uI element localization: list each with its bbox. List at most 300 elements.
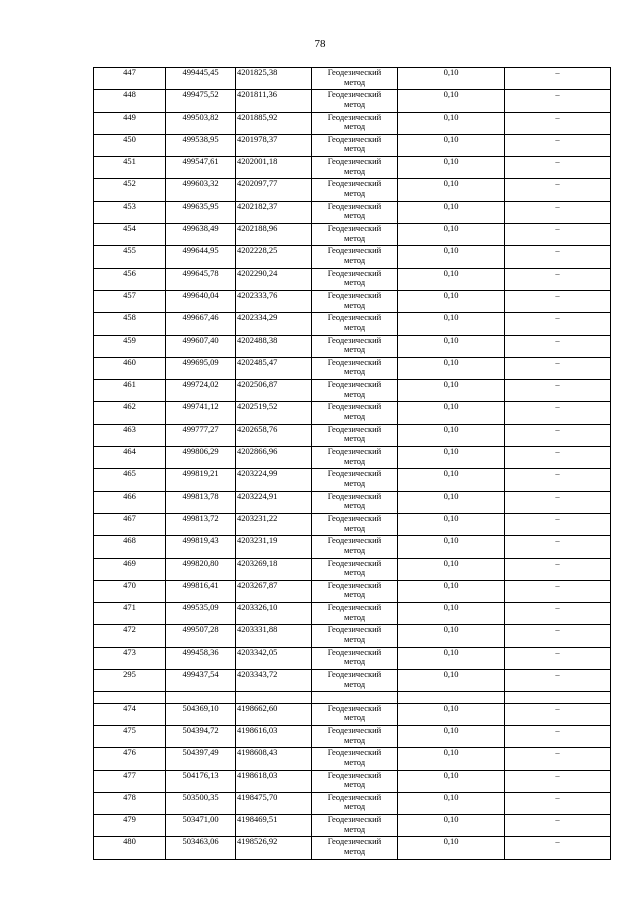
y-coordinate-cell: 4202506,87 (236, 380, 312, 402)
y-coordinate-cell: 4203231,19 (236, 536, 312, 558)
x-coordinate-cell: 503471,00 (166, 815, 236, 837)
accuracy-cell: 0,10 (398, 290, 505, 312)
method-line: Геодезический (327, 491, 382, 501)
x-coordinate-cell: 499819,21 (166, 469, 236, 491)
accuracy-cell: 0,10 (398, 268, 505, 290)
point-number-cell: 451 (94, 157, 166, 179)
table-row (94, 536, 611, 558)
point-number-cell: 295 (94, 670, 166, 692)
method-line: Геодезический (327, 446, 382, 457)
method-cell (312, 770, 398, 792)
x-coordinate-cell: 499507,28 (166, 625, 236, 647)
table-row (94, 335, 611, 357)
point-number-cell: 468 (94, 536, 166, 558)
method-line: Геодезический (327, 468, 382, 479)
method-line: метод (343, 210, 366, 221)
y-coordinate-cell: 4202188,96 (236, 224, 312, 246)
y-coordinate-cell: 4202001,18 (236, 157, 312, 179)
x-coordinate-cell: 499777,27 (166, 424, 236, 446)
x-coordinate-cell: 499503,82 (166, 112, 236, 134)
method-line: метод (343, 522, 366, 533)
point-number-cell: 461 (94, 380, 166, 402)
x-coordinate-cell: 499813,72 (166, 513, 236, 535)
method-line: Геодезический (327, 770, 382, 780)
accuracy-cell: 0,10 (398, 424, 505, 446)
table-row (94, 726, 611, 748)
method-line: Геодезический (327, 401, 382, 412)
point-number-cell: 475 (94, 726, 166, 748)
note-cell: – (505, 513, 611, 535)
accuracy-cell: 0,10 (398, 179, 505, 201)
y-coordinate-cell: 4198616,03 (236, 726, 312, 748)
method-line: метод (343, 589, 366, 600)
method-cell (312, 224, 398, 246)
accuracy-cell: 0,10 (398, 68, 505, 90)
x-coordinate-cell: 499437,54 (166, 670, 236, 692)
x-coordinate-cell: 499695,09 (166, 357, 236, 379)
x-coordinate-cell: 499538,95 (166, 134, 236, 156)
accuracy-cell: 0,10 (398, 357, 505, 379)
method-line: Геодезический (327, 89, 382, 100)
method-line: метод (343, 455, 366, 466)
method-line: метод (343, 388, 366, 399)
method-cell (312, 402, 398, 424)
x-coordinate-cell: 499813,78 (166, 491, 236, 513)
y-coordinate-cell: 4202519,52 (236, 402, 312, 424)
method-line: Геодезический (327, 335, 382, 345)
point-number-cell: 479 (94, 815, 166, 837)
note-cell: – (505, 703, 611, 725)
method-cell (312, 815, 398, 837)
note-cell: – (505, 670, 611, 692)
coordinates-table (93, 67, 611, 860)
method-line: Геодезический (327, 112, 382, 122)
method-line: метод (343, 823, 366, 834)
point-number-cell: 465 (94, 469, 166, 491)
y-coordinate-cell: 4203342,05 (236, 647, 312, 669)
method-cell (312, 424, 398, 446)
method-line: метод (343, 344, 366, 355)
note-cell: – (505, 357, 611, 379)
y-coordinate-cell: 4203224,91 (236, 491, 312, 513)
point-number-cell: 450 (94, 134, 166, 156)
x-coordinate-cell: 503500,35 (166, 792, 236, 814)
note-cell: – (505, 558, 611, 580)
x-coordinate-cell: 499644,95 (166, 246, 236, 268)
point-number-cell: 478 (94, 792, 166, 814)
blank-cell (505, 692, 611, 703)
point-number-cell: 470 (94, 580, 166, 602)
y-coordinate-cell: 4202485,47 (236, 357, 312, 379)
note-cell: – (505, 90, 611, 112)
method-line: Геодезический (327, 669, 382, 680)
method-cell (312, 536, 398, 558)
table-row (94, 424, 611, 446)
table-row (94, 748, 611, 770)
table-row (94, 157, 611, 179)
method-line: Геодезический (327, 580, 382, 590)
y-coordinate-cell: 4202290,24 (236, 268, 312, 290)
table-row (94, 268, 611, 290)
table-row (94, 491, 611, 513)
y-coordinate-cell: 4202334,29 (236, 313, 312, 335)
method-line: Геодезический (327, 703, 382, 713)
point-number-cell: 476 (94, 748, 166, 770)
note-cell: – (505, 134, 611, 156)
table-row (94, 580, 611, 602)
point-number-cell: 458 (94, 313, 166, 335)
method-line: метод (343, 712, 366, 723)
method-line: метод (343, 500, 366, 511)
method-line: метод (343, 121, 366, 132)
note-cell: – (505, 68, 611, 90)
note-cell: – (505, 201, 611, 223)
method-line: метод (343, 277, 366, 288)
accuracy-cell: 0,10 (398, 726, 505, 748)
table-row (94, 402, 611, 424)
method-line: Геодезический (327, 747, 382, 758)
x-coordinate-cell: 504397,49 (166, 748, 236, 770)
method-cell (312, 68, 398, 90)
point-number-cell: 474 (94, 703, 166, 725)
accuracy-cell: 0,10 (398, 447, 505, 469)
y-coordinate-cell: 4202658,76 (236, 424, 312, 446)
accuracy-cell: 0,10 (398, 670, 505, 692)
method-line: метод (343, 477, 366, 488)
note-cell: – (505, 536, 611, 558)
method-line: метод (343, 656, 366, 667)
blank-cell (312, 692, 398, 703)
x-coordinate-cell: 499816,41 (166, 580, 236, 602)
table-row (94, 603, 611, 625)
method-line: Геодезический (327, 836, 382, 847)
method-line: Геодезический (327, 725, 382, 735)
note-cell: – (505, 268, 611, 290)
accuracy-cell: 0,10 (398, 792, 505, 814)
table-row (94, 770, 611, 792)
y-coordinate-cell: 4203343,72 (236, 670, 312, 692)
x-coordinate-cell: 499458,36 (166, 647, 236, 669)
method-cell (312, 647, 398, 669)
y-coordinate-cell: 4202333,76 (236, 290, 312, 312)
point-number-cell: 472 (94, 625, 166, 647)
method-line: Геодезический (327, 624, 382, 635)
method-cell (312, 157, 398, 179)
method-line: метод (343, 756, 366, 767)
method-cell (312, 837, 398, 859)
y-coordinate-cell: 4202866,96 (236, 447, 312, 469)
point-number-cell: 463 (94, 424, 166, 446)
point-number-cell: 448 (94, 90, 166, 112)
note-cell: – (505, 792, 611, 814)
y-coordinate-cell: 4203331,88 (236, 625, 312, 647)
point-number-cell: 477 (94, 770, 166, 792)
y-coordinate-cell: 4203269,18 (236, 558, 312, 580)
point-number-cell: 453 (94, 201, 166, 223)
method-line: Геодезический (327, 424, 382, 434)
table-row (94, 513, 611, 535)
method-line: Геодезический (327, 67, 382, 77)
accuracy-cell: 0,10 (398, 402, 505, 424)
y-coordinate-cell: 4198469,51 (236, 815, 312, 837)
y-coordinate-cell: 4201811,36 (236, 90, 312, 112)
method-cell (312, 670, 398, 692)
note-cell: – (505, 179, 611, 201)
method-line: метод (343, 611, 366, 622)
method-cell (312, 748, 398, 770)
method-line: метод (343, 165, 366, 176)
accuracy-cell: 0,10 (398, 580, 505, 602)
method-line: Геодезический (327, 513, 382, 523)
method-cell (312, 792, 398, 814)
method-cell (312, 90, 398, 112)
y-coordinate-cell: 4198662,60 (236, 703, 312, 725)
note-cell: – (505, 112, 611, 134)
table-row (94, 792, 611, 814)
method-cell (312, 726, 398, 748)
accuracy-cell: 0,10 (398, 201, 505, 223)
method-cell (312, 703, 398, 725)
note-cell: – (505, 424, 611, 446)
x-coordinate-cell: 499547,61 (166, 157, 236, 179)
accuracy-cell: 0,10 (398, 536, 505, 558)
point-number-cell: 466 (94, 491, 166, 513)
x-coordinate-cell: 499645,78 (166, 268, 236, 290)
y-coordinate-cell: 4202182,37 (236, 201, 312, 223)
point-number-cell: 447 (94, 68, 166, 90)
method-line: метод (343, 188, 366, 199)
point-number-cell: 467 (94, 513, 166, 535)
table-row (94, 625, 611, 647)
point-number-cell: 460 (94, 357, 166, 379)
method-line: Геодезический (327, 201, 382, 211)
table-row (94, 469, 611, 491)
y-coordinate-cell: 4203267,87 (236, 580, 312, 602)
method-line: Геодезический (327, 814, 382, 825)
point-number-cell: 473 (94, 647, 166, 669)
note-cell: – (505, 837, 611, 859)
method-line: Геодезический (327, 647, 382, 657)
x-coordinate-cell: 499635,95 (166, 201, 236, 223)
accuracy-cell: 0,10 (398, 748, 505, 770)
point-number-cell: 455 (94, 246, 166, 268)
method-cell (312, 357, 398, 379)
method-line: Геодезический (327, 268, 382, 278)
note-cell: – (505, 402, 611, 424)
table-row (94, 201, 611, 223)
accuracy-cell: 0,10 (398, 224, 505, 246)
y-coordinate-cell: 4198526,92 (236, 837, 312, 859)
method-cell (312, 558, 398, 580)
blank-cell (94, 692, 166, 703)
method-cell (312, 469, 398, 491)
method-line: Геодезический (327, 134, 382, 144)
y-coordinate-cell: 4203224,99 (236, 469, 312, 491)
page-number: 78 (314, 38, 326, 50)
accuracy-cell: 0,10 (398, 335, 505, 357)
accuracy-cell: 0,10 (398, 469, 505, 491)
method-line: метод (343, 634, 366, 645)
table-row (94, 558, 611, 580)
note-cell: – (505, 748, 611, 770)
method-line: метод (343, 98, 366, 109)
accuracy-cell: 0,10 (398, 380, 505, 402)
method-cell (312, 268, 398, 290)
table-row (94, 112, 611, 134)
y-coordinate-cell: 4202097,77 (236, 179, 312, 201)
note-cell: – (505, 491, 611, 513)
x-coordinate-cell: 499667,46 (166, 313, 236, 335)
method-cell (312, 625, 398, 647)
method-line: Геодезический (327, 558, 382, 568)
note-cell: – (505, 580, 611, 602)
method-line: Геодезический (327, 156, 382, 167)
method-line: Геодезический (327, 535, 382, 546)
note-cell: – (505, 447, 611, 469)
method-line: метод (343, 544, 366, 555)
method-line: Геодезический (327, 312, 382, 323)
method-line: Геодезический (327, 602, 382, 613)
note-cell: – (505, 469, 611, 491)
method-line: Геодезический (327, 792, 382, 802)
method-line: метод (343, 366, 366, 377)
accuracy-cell: 0,10 (398, 313, 505, 335)
accuracy-cell: 0,10 (398, 837, 505, 859)
x-coordinate-cell: 499820,80 (166, 558, 236, 580)
table-row (94, 447, 611, 469)
note-cell: – (505, 770, 611, 792)
accuracy-cell: 0,10 (398, 134, 505, 156)
method-line: Геодезический (327, 178, 382, 189)
accuracy-cell: 0,10 (398, 625, 505, 647)
x-coordinate-cell: 499819,43 (166, 536, 236, 558)
point-number-cell: 456 (94, 268, 166, 290)
method-line: метод (343, 433, 366, 444)
table-row (94, 357, 611, 379)
method-line: метод (343, 734, 366, 745)
accuracy-cell: 0,10 (398, 90, 505, 112)
note-cell: – (505, 625, 611, 647)
blank-cell (236, 692, 312, 703)
accuracy-cell: 0,10 (398, 157, 505, 179)
method-line: метод (343, 846, 366, 857)
method-cell (312, 447, 398, 469)
method-line: метод (343, 678, 366, 689)
point-number-cell: 469 (94, 558, 166, 580)
blank-row (94, 692, 611, 703)
x-coordinate-cell: 504176,13 (166, 770, 236, 792)
y-coordinate-cell: 4198608,43 (236, 748, 312, 770)
note-cell: – (505, 815, 611, 837)
table-row (94, 313, 611, 335)
point-number-cell: 480 (94, 837, 166, 859)
y-coordinate-cell: 4203231,22 (236, 513, 312, 535)
note-cell: – (505, 290, 611, 312)
method-cell (312, 246, 398, 268)
x-coordinate-cell: 499475,52 (166, 90, 236, 112)
method-cell (312, 513, 398, 535)
method-line: Геодезический (327, 245, 382, 256)
method-cell (312, 313, 398, 335)
table-row (94, 670, 611, 692)
y-coordinate-cell: 4201885,92 (236, 112, 312, 134)
table-row (94, 647, 611, 669)
point-number-cell: 449 (94, 112, 166, 134)
note-cell: – (505, 157, 611, 179)
point-number-cell: 464 (94, 447, 166, 469)
method-cell (312, 290, 398, 312)
point-number-cell: 454 (94, 224, 166, 246)
x-coordinate-cell: 499724,02 (166, 380, 236, 402)
note-cell: – (505, 726, 611, 748)
method-line: Геодезический (327, 223, 382, 234)
y-coordinate-cell: 4203326,10 (236, 603, 312, 625)
method-line: Геодезический (327, 290, 382, 300)
x-coordinate-cell: 499741,12 (166, 402, 236, 424)
table-row (94, 246, 611, 268)
x-coordinate-cell: 499603,32 (166, 179, 236, 201)
method-line: метод (343, 143, 366, 154)
method-cell (312, 380, 398, 402)
table-row (94, 837, 611, 859)
method-line: метод (343, 299, 366, 310)
x-coordinate-cell: 503463,06 (166, 837, 236, 859)
method-cell (312, 603, 398, 625)
blank-cell (398, 692, 505, 703)
method-cell (312, 335, 398, 357)
y-coordinate-cell: 4202488,38 (236, 335, 312, 357)
x-coordinate-cell: 499638,49 (166, 224, 236, 246)
note-cell: – (505, 647, 611, 669)
x-coordinate-cell: 504369,10 (166, 703, 236, 725)
point-number-cell: 452 (94, 179, 166, 201)
accuracy-cell: 0,10 (398, 491, 505, 513)
accuracy-cell: 0,10 (398, 246, 505, 268)
point-number-cell: 462 (94, 402, 166, 424)
y-coordinate-cell: 4201825,38 (236, 68, 312, 90)
method-line: Геодезический (327, 357, 382, 367)
note-cell: – (505, 335, 611, 357)
x-coordinate-cell: 499806,29 (166, 447, 236, 469)
table-row (94, 290, 611, 312)
method-line: метод (343, 254, 366, 265)
table-row (94, 380, 611, 402)
accuracy-cell: 0,10 (398, 815, 505, 837)
method-cell (312, 201, 398, 223)
y-coordinate-cell: 4202228,25 (236, 246, 312, 268)
method-cell (312, 134, 398, 156)
y-coordinate-cell: 4198618,03 (236, 770, 312, 792)
accuracy-cell: 0,10 (398, 513, 505, 535)
coordinates-table-body (94, 68, 611, 860)
table-row (94, 815, 611, 837)
table-row (94, 179, 611, 201)
method-line: метод (343, 801, 366, 812)
point-number-cell: 457 (94, 290, 166, 312)
x-coordinate-cell: 504394,72 (166, 726, 236, 748)
note-cell: – (505, 224, 611, 246)
method-line: метод (343, 779, 366, 790)
x-coordinate-cell: 499445,45 (166, 68, 236, 90)
method-line: метод (343, 411, 366, 422)
accuracy-cell: 0,10 (398, 647, 505, 669)
table-row (94, 90, 611, 112)
table-row (94, 68, 611, 90)
method-cell (312, 580, 398, 602)
accuracy-cell: 0,10 (398, 603, 505, 625)
method-line: метод (343, 76, 366, 87)
method-line: метод (343, 321, 366, 332)
